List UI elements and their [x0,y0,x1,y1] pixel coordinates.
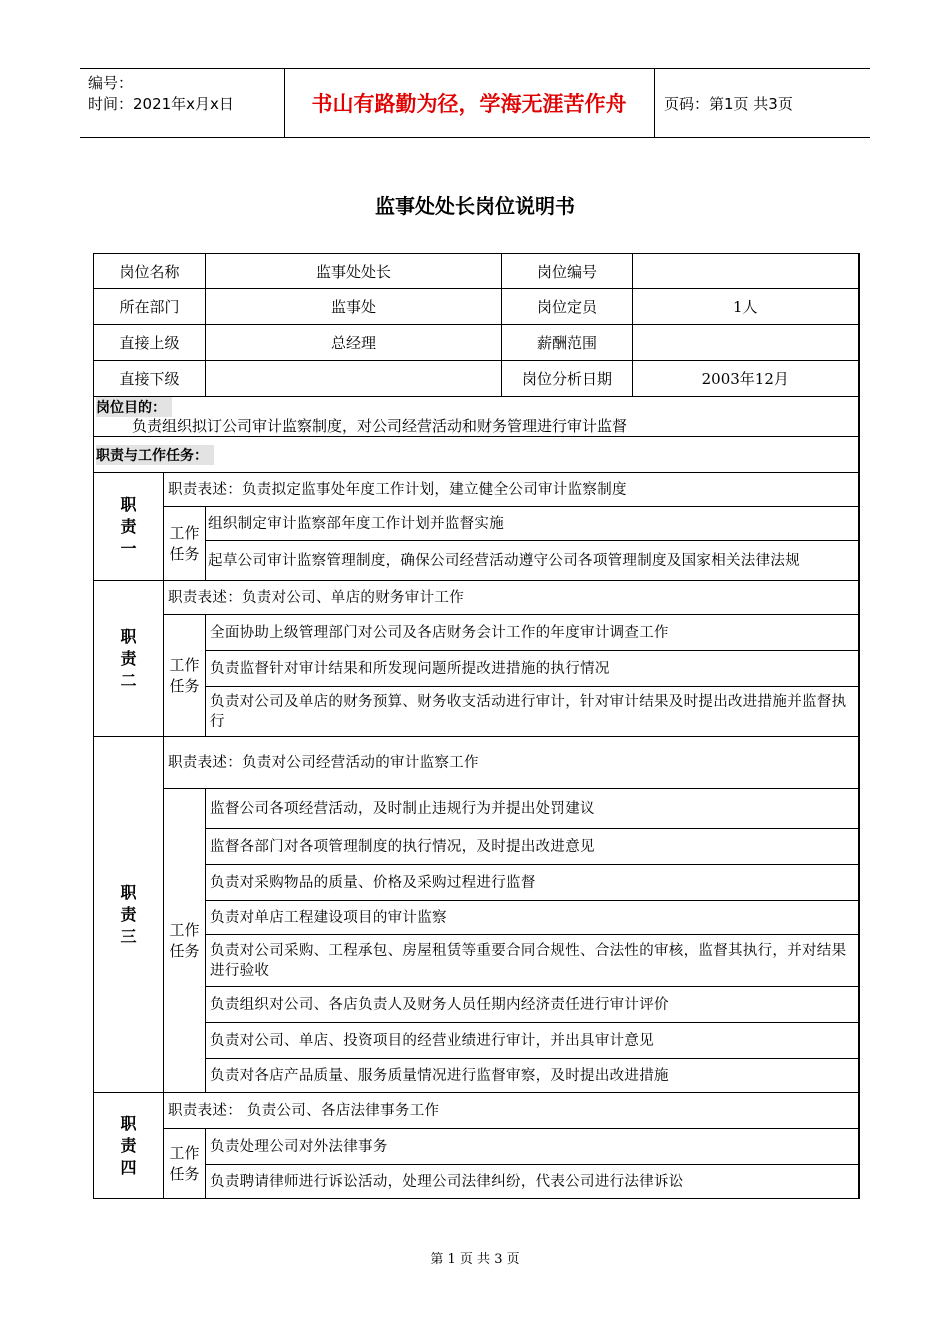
purpose-label: 岗位目的： [96,397,172,417]
task-item: 起草公司审计监察管理制度，确保公司经营活动遵守公司各项管理制度及国家相关法律法规 [206,541,859,581]
salary-label: 薪酬范围 [502,325,633,361]
task-item: 全面协助上级管理部门对公司及各店财务会计工作的年度审计调查工作 [206,615,859,651]
info-row [94,254,859,289]
document-title: 监事处处长岗位说明书 [375,194,575,218]
task-row [94,651,859,687]
duty-label: 职 责 二 [94,581,164,737]
purpose-text: 负责组织拟订公司审计监察制度，对公司经营活动和财务管理进行审计监督 [132,417,628,435]
task-row [94,1165,859,1199]
task-row [94,541,859,581]
duty-statement-row [94,581,859,615]
task-item: 组织制定审计监察部年度工作计划并监督实施 [206,507,859,541]
position-name-label: 岗位名称 [94,254,206,289]
task-row [94,1129,859,1165]
info-row [94,361,859,397]
duty-statement-row [94,1093,859,1129]
duty-statement: 职责表述：负责对公司、单店的财务审计工作 [164,581,859,615]
task-item: 负责处理公司对外法律事务 [206,1129,859,1165]
task-item: 负责聘请律师进行诉讼活动，处理公司法律纠纷，代表公司进行法律诉讼 [206,1165,859,1199]
superior-label: 直接上级 [94,325,206,361]
task-row [94,507,859,541]
info-row [94,325,859,361]
position-name-value: 监事处处长 [206,254,502,289]
salary-value [633,325,859,361]
task-item: 负责对公司、单店、投资项目的经营业绩进行审计，并出具审计意见 [206,1023,859,1059]
duty-statement-row [94,737,859,789]
task-item: 负责对公司采购、工程承包、房屋租赁等重要合同合规性、合法性的审核，监督其执行，并对结果进行验收 [206,935,859,987]
duty-statement: 职责表述：负责拟定监事处年度工作计划，建立健全公司审计监察制度 [164,473,859,507]
header-divider [654,69,655,137]
duty-statement: 职责表述：负责对公司经营活动的审计监察工作 [164,737,859,789]
duties-heading-row [94,437,859,473]
task-label: 工作 任务 [164,507,206,581]
job-description-table [93,253,860,1199]
quota-value: 1人 [633,289,859,325]
quota-label: 岗位定员 [502,289,633,325]
purpose-row [94,397,859,437]
task-row [94,987,859,1023]
task-item: 负责对公司及单店的财务预算、财务收支活动进行审计，针对审计结果及时提出改进措施并监督执行 [206,687,859,737]
task-item: 监督各部门对各项管理制度的执行情况，及时提出改进意见 [206,829,859,865]
task-row [94,935,859,987]
analysis-date-value: 2003年12月 [633,361,859,397]
task-item: 负责对各店产品质量、服务质量情况进行监督审察，及时提出改进措施 [206,1059,859,1093]
header-meta [88,73,284,115]
task-row [94,615,859,651]
header-motto: 书山有路勤为径，学海无涯苦作舟 [311,92,627,116]
dept-label: 所在部门 [94,289,206,325]
task-row [94,687,859,737]
task-label: 工作 任务 [164,1129,206,1199]
header-page-info: 页码：第1页 共3页 [664,95,793,113]
task-item: 负责对单店工程建设项目的审计监察 [206,901,859,935]
duty-label: 职 责 一 [94,473,164,581]
subordinate-value [206,361,502,397]
task-label: 工作 任务 [164,615,206,737]
duty-label: 职 责 四 [94,1093,164,1199]
page-header [80,68,870,138]
page-footer: 第 1 页 共 3 页 [430,1252,520,1267]
task-row [94,789,859,829]
superior-value: 总经理 [206,325,502,361]
task-row [94,1023,859,1059]
task-item: 负责组织对公司、各店负责人及财务人员任期内经济责任进行审计评价 [206,987,859,1023]
task-item: 负责对采购物品的质量、价格及采购过程进行监督 [206,865,859,901]
document-time-label: 时间：2021年x月x日 [88,95,234,113]
task-label: 工作 任务 [164,789,206,1093]
task-row [94,865,859,901]
task-row [94,901,859,935]
duties-heading: 职责与工作任务： [96,445,214,465]
task-row [94,829,859,865]
document-number-label: 编号： [88,74,134,92]
duty-statement-row [94,473,859,507]
duty-label: 职 责 三 [94,737,164,1093]
subordinate-label: 直接下级 [94,361,206,397]
task-item: 负责监督针对审计结果和所发现问题所提改进措施的执行情况 [206,651,859,687]
task-item: 监督公司各项经营活动，及时制止违规行为并提出处罚建议 [206,789,859,829]
duty-statement: 职责表述： 负责公司、各店法律事务工作 [164,1093,859,1129]
info-row [94,289,859,325]
position-no-value [633,254,859,289]
task-row [94,1059,859,1093]
analysis-date-label: 岗位分析日期 [502,361,633,397]
position-no-label: 岗位编号 [502,254,633,289]
dept-value: 监事处 [206,289,502,325]
